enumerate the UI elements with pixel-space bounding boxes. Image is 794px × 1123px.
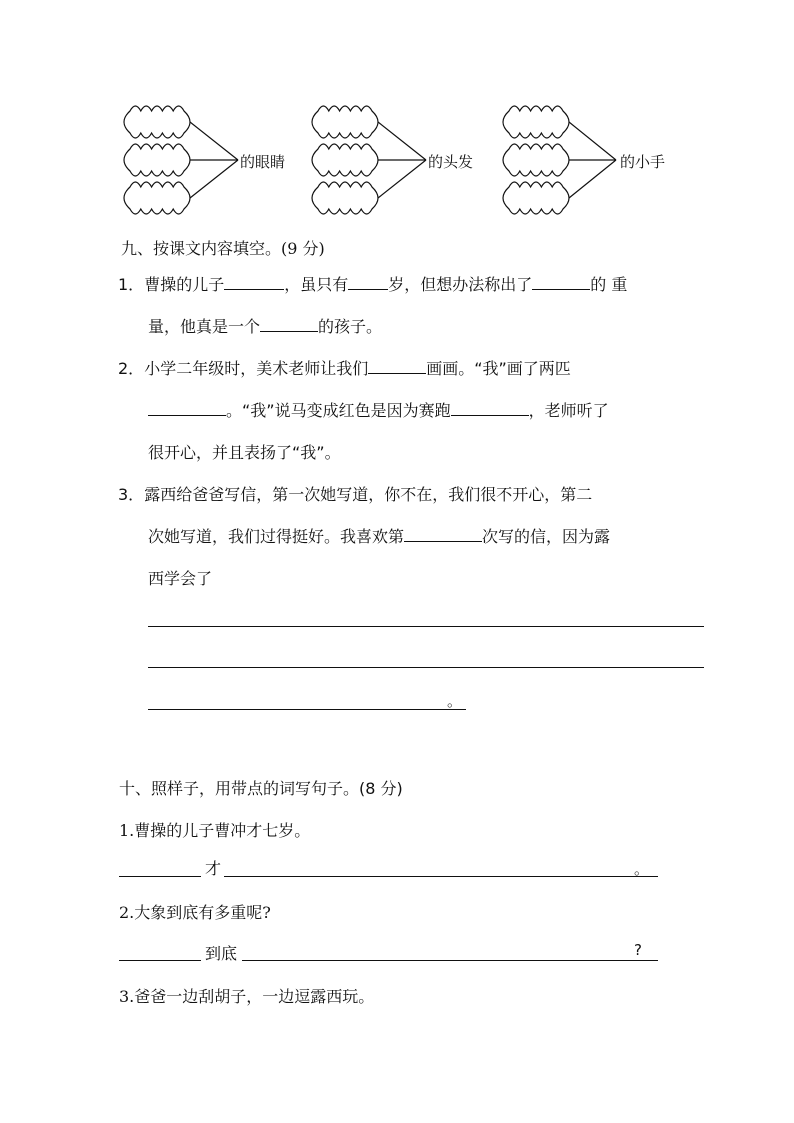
- s10-answer-2-blank-a[interactable]: [119, 960, 201, 961]
- cloud-bubble[interactable]: [503, 144, 569, 176]
- section-10-heading-text: 十、照样子，用带点的词写句子。(8 分): [119, 779, 403, 798]
- connector-line: [378, 160, 426, 198]
- connector-line: [569, 160, 616, 198]
- s10-example-1: 1.曹操的儿子曹冲才七岁。: [119, 821, 311, 840]
- q2-line3: [148, 440, 341, 463]
- q3-answer-line-1[interactable]: [148, 626, 704, 627]
- cloud-suffix-3: 的小手: [620, 153, 666, 171]
- s10-answer-1-blank-a[interactable]: [119, 876, 201, 877]
- q1-line2: [148, 314, 382, 337]
- q3-text-b: 次她写道，我们过得挺好。我喜欢第: [148, 527, 405, 546]
- s10-example-3: 3.爸爸一边刮胡子，一边逗露西玩。: [119, 987, 375, 1006]
- q1-text-d: 的 重: [590, 275, 628, 294]
- q3-answer-line-3[interactable]: [148, 709, 466, 710]
- q3-answer-line-2[interactable]: [148, 667, 704, 668]
- cloud-shapes: [0, 0, 794, 240]
- q3-end-mark: 。: [447, 692, 463, 710]
- s10-answer-2-blank-b[interactable]: [242, 960, 658, 961]
- q1-text-f: 的孩子。: [318, 317, 383, 336]
- q3-line1: [118, 482, 592, 505]
- q1-line1: [118, 272, 627, 295]
- q2-text-c: 。“我”说马变成红色是因为赛跑: [226, 401, 451, 420]
- s10-answer-1-blank-b[interactable]: [224, 876, 658, 877]
- section-9-heading: 九、按课文内容填空。(9 分): [121, 239, 325, 258]
- cloud-bubble[interactable]: [124, 182, 190, 214]
- q1-text-e: 量，他真是一个: [148, 317, 261, 336]
- q1-number: 1．: [118, 275, 145, 294]
- q2-number: 2．: [118, 359, 145, 378]
- q3-text-a: 露西给爸爸写信，第一次她写道，你不在，我们很不开心，第二: [144, 485, 593, 504]
- q1-blank-4[interactable]: [260, 315, 318, 332]
- s10-answer-2-word: 到底: [205, 944, 238, 963]
- q3-text-d: 西学会了: [148, 569, 213, 588]
- connector-line: [569, 122, 616, 160]
- section-10-heading: [119, 776, 403, 799]
- s10-answer-1-end: 。: [634, 860, 650, 878]
- cloud-bubble[interactable]: [312, 106, 378, 138]
- q3-blank-1[interactable]: [404, 525, 482, 542]
- cloud-bubble[interactable]: [124, 144, 190, 176]
- q3-text-c: 次写的信，因为露: [482, 527, 611, 546]
- q2-text-b: 画画。“我”画了两匹: [426, 359, 571, 378]
- q3-number: 3．: [118, 485, 145, 504]
- q1-blank-2[interactable]: [348, 273, 388, 290]
- q2-line1: [118, 356, 571, 379]
- cloud-bubble[interactable]: [312, 182, 378, 214]
- connector-line: [190, 122, 238, 160]
- s10-example-2: 2.大象到底有多重呢?: [119, 903, 271, 922]
- s10-answer-2-end: ?: [634, 941, 642, 959]
- q2-blank-2[interactable]: [148, 399, 226, 416]
- cloud-bubble[interactable]: [124, 106, 190, 138]
- q1-text-b: ，虽只有: [284, 275, 349, 294]
- q2-text-d: ，老师听了: [528, 401, 609, 420]
- q1-blank-1[interactable]: [224, 273, 284, 290]
- q2-blank-3[interactable]: [451, 399, 529, 416]
- cloud-bubble[interactable]: [503, 106, 569, 138]
- cloud-bubble[interactable]: [503, 182, 569, 214]
- connector-line: [190, 160, 238, 198]
- cloud-bubble[interactable]: [312, 144, 378, 176]
- q1-text-c: 岁，但想办法称出了: [388, 275, 533, 294]
- cloud-suffix-2: 的头发: [428, 153, 474, 171]
- q2-text-a: 小学二年级时，美术老师让我们: [144, 359, 369, 378]
- q2-blank-1[interactable]: [368, 357, 426, 374]
- q2-line2: [148, 398, 609, 421]
- connector-line: [378, 122, 426, 160]
- q1-text-a: 曹操的儿子: [144, 275, 225, 294]
- q3-line3: [148, 566, 212, 589]
- q1-blank-3[interactable]: [532, 273, 590, 290]
- cloud-suffix-1: 的眼睛: [240, 153, 286, 171]
- q2-text-e: 很开心，并且表扬了“我”。: [148, 443, 341, 462]
- q3-line2: [148, 524, 610, 547]
- s10-answer-1-word: 才: [205, 859, 222, 878]
